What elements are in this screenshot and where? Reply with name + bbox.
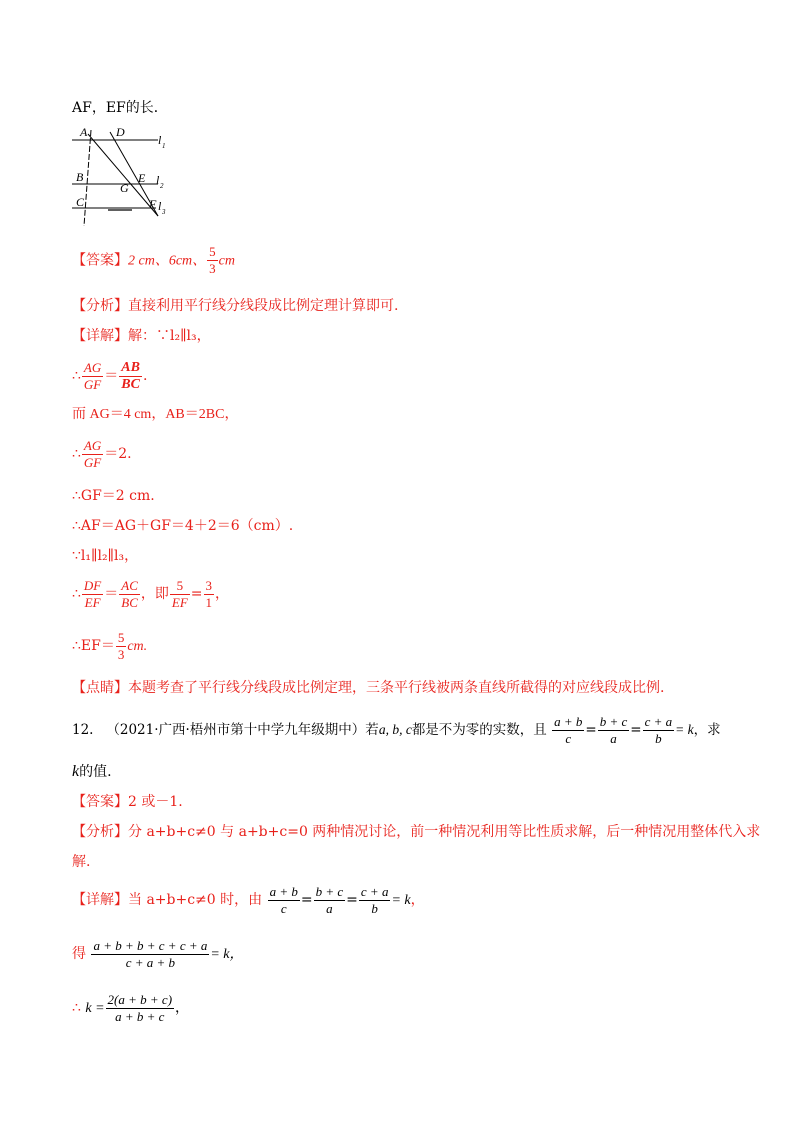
detail-text: 解：∵l₂∥l₃，: [128, 328, 211, 344]
frac-den: EF: [82, 594, 103, 611]
step-4: ∴GF＝2 cm.: [72, 488, 155, 504]
label-l3: l: [158, 199, 162, 213]
frac-num: a + b: [554, 714, 583, 729]
comma: ，: [215, 586, 230, 602]
problem-continuation: AF，EF的长．: [72, 100, 168, 116]
frac-num: b + c: [315, 883, 344, 899]
frac-den: 3: [117, 646, 125, 662]
frac-den: EF: [171, 594, 188, 610]
frac-den: b: [643, 730, 675, 747]
frac-den: BC: [121, 594, 138, 610]
frac-num: AG: [83, 359, 102, 375]
step-6: ∵l₁∥l₂∥l₃，: [72, 548, 139, 564]
detail-1: [72, 326, 211, 346]
frac-den: a: [314, 900, 346, 917]
equals-k: = k: [391, 893, 411, 908]
label-l1: l: [158, 133, 162, 147]
comment-tag: 【点睛】: [72, 680, 128, 696]
equals: ＝: [104, 586, 119, 602]
period: .: [142, 368, 148, 384]
answer-fraction: [207, 244, 218, 277]
therefore: ∴: [72, 586, 81, 602]
frac-den: GF: [83, 376, 102, 392]
detail-2-step-3: [72, 988, 189, 1028]
answer-tag: 【答案】: [72, 794, 128, 810]
frac-den: a: [598, 730, 630, 747]
answer-2: [72, 792, 183, 812]
analysis-tag: 【分析】: [72, 298, 128, 314]
equals: =: [630, 722, 642, 738]
frac-num: b + c: [599, 714, 628, 729]
label-F: F: [149, 197, 157, 211]
frac-den: c: [268, 900, 300, 917]
therefore: ∴: [72, 1000, 81, 1016]
label-l2: l: [156, 173, 160, 187]
frac-den: c: [552, 730, 584, 747]
detail-2-step-2: [72, 934, 244, 974]
label-B: B: [76, 170, 84, 184]
frac-num: a + b: [269, 883, 298, 899]
equals: =: [585, 722, 597, 738]
label-l1-sub: 1: [162, 142, 166, 150]
frac-den: 3: [209, 261, 216, 276]
frac-num: 2(a + b + c): [107, 991, 173, 1007]
answer-unit: cm: [218, 253, 235, 269]
frac-num: 5: [209, 244, 216, 259]
step-1: [72, 356, 147, 396]
detail-2: 【详解】当 a+b+c≠0 时，由 $\frac{a + b}{c}$ = $\frac{b + c}{a}$ = $\frac{c + a}{b}$ = k，: [72, 883, 425, 916]
comment-text: 本题考查了平行线分线段成比例定理，三条平行线被两条直线所截得的对应线段成比例.: [128, 680, 665, 696]
namely: ，即: [140, 586, 169, 602]
question-ask-end: 的值.: [79, 764, 112, 780]
label-l2-sub: 2: [160, 182, 164, 190]
frac-num: AB: [121, 359, 140, 375]
answer-1: [72, 244, 235, 277]
step-3: [72, 434, 132, 474]
label-C: C: [76, 195, 85, 209]
analysis-text: 分 a+b+c≠0 与 a+b+c=0 两种情况讨论，前一种情况利用等比性质求解，后一种情况用整体代入求: [128, 824, 761, 840]
equals-k: = k，: [210, 947, 244, 962]
analysis-text: 直接利用平行线分线段成比例定理计算即可.: [128, 298, 399, 314]
question-ask: ，求: [693, 722, 721, 738]
step-3-end: ＝2.: [104, 446, 132, 462]
frac-den: BC: [121, 376, 140, 392]
parallel-lines-figure: [70, 122, 180, 232]
question-12: [72, 710, 721, 750]
detail-text: 当 a+b+c≠0 时，由: [128, 892, 263, 908]
frac-num: 5: [117, 629, 125, 645]
comma: ，: [410, 892, 425, 908]
frac-den: b: [359, 900, 391, 917]
frac-num: AG: [83, 437, 102, 453]
question-number: 12.: [72, 722, 94, 738]
step-5: ∴AF＝AG＋GF＝4＋2＝6（cm）.: [72, 518, 294, 534]
detail-tag: 【详解】: [72, 892, 128, 908]
unit: cm.: [127, 639, 148, 654]
detail-tag: 【详解】: [72, 328, 128, 344]
var-k: k: [72, 763, 80, 780]
answer-text: 2 或－1.: [128, 794, 183, 810]
analysis-tag: 【分析】: [72, 824, 128, 840]
label-l3-sub: 3: [162, 208, 166, 216]
frac-num: DF: [83, 577, 102, 593]
analysis-2-cont: 解.: [72, 854, 91, 870]
frac-den: c + a + b: [91, 954, 209, 971]
equals: ＝: [104, 368, 119, 384]
frac-den: 1: [205, 594, 213, 610]
comment-1: [72, 678, 664, 698]
obtain: 得: [72, 946, 86, 962]
equals: =: [190, 586, 203, 602]
frac-num: AC: [121, 577, 138, 593]
label-E: E: [138, 171, 146, 185]
analysis-1: [72, 296, 398, 316]
label-A: A: [80, 125, 88, 139]
label-G: G: [120, 181, 129, 195]
label-D: D: [116, 125, 125, 139]
therefore: ∴: [72, 446, 81, 462]
question-vars: a, b, c: [378, 722, 412, 737]
frac-num: 3: [205, 577, 213, 593]
analysis-2: [72, 822, 760, 842]
therefore: ∴: [72, 368, 81, 384]
comma: ，: [175, 1000, 190, 1016]
answer-text: 2 cm、6cm、: [128, 253, 207, 269]
frac-num: c + a: [360, 883, 389, 899]
frac-den: a + b + c: [106, 1008, 174, 1025]
frac-num: c + a: [644, 714, 673, 729]
step-7: [72, 574, 229, 614]
step-8: [72, 626, 147, 666]
question-text: 都是不为零的实数，且: [411, 722, 547, 738]
answer-tag: 【答案】: [72, 252, 128, 269]
step-8-pre: ∴EF＝: [72, 638, 115, 654]
equals-k: = k: [675, 722, 694, 737]
k-equals: k =: [85, 1001, 105, 1016]
frac-num: 5: [176, 577, 184, 593]
frac-den: GF: [83, 454, 102, 470]
question-12-line2: [72, 762, 112, 782]
frac-num: a + b + b + c + c + a: [93, 937, 208, 953]
step-2: 而 AG＝4 cm，AB＝2BC，: [72, 407, 239, 422]
question-source: （2021·广西·梧州市第十中学九年级期中）若: [106, 722, 379, 738]
